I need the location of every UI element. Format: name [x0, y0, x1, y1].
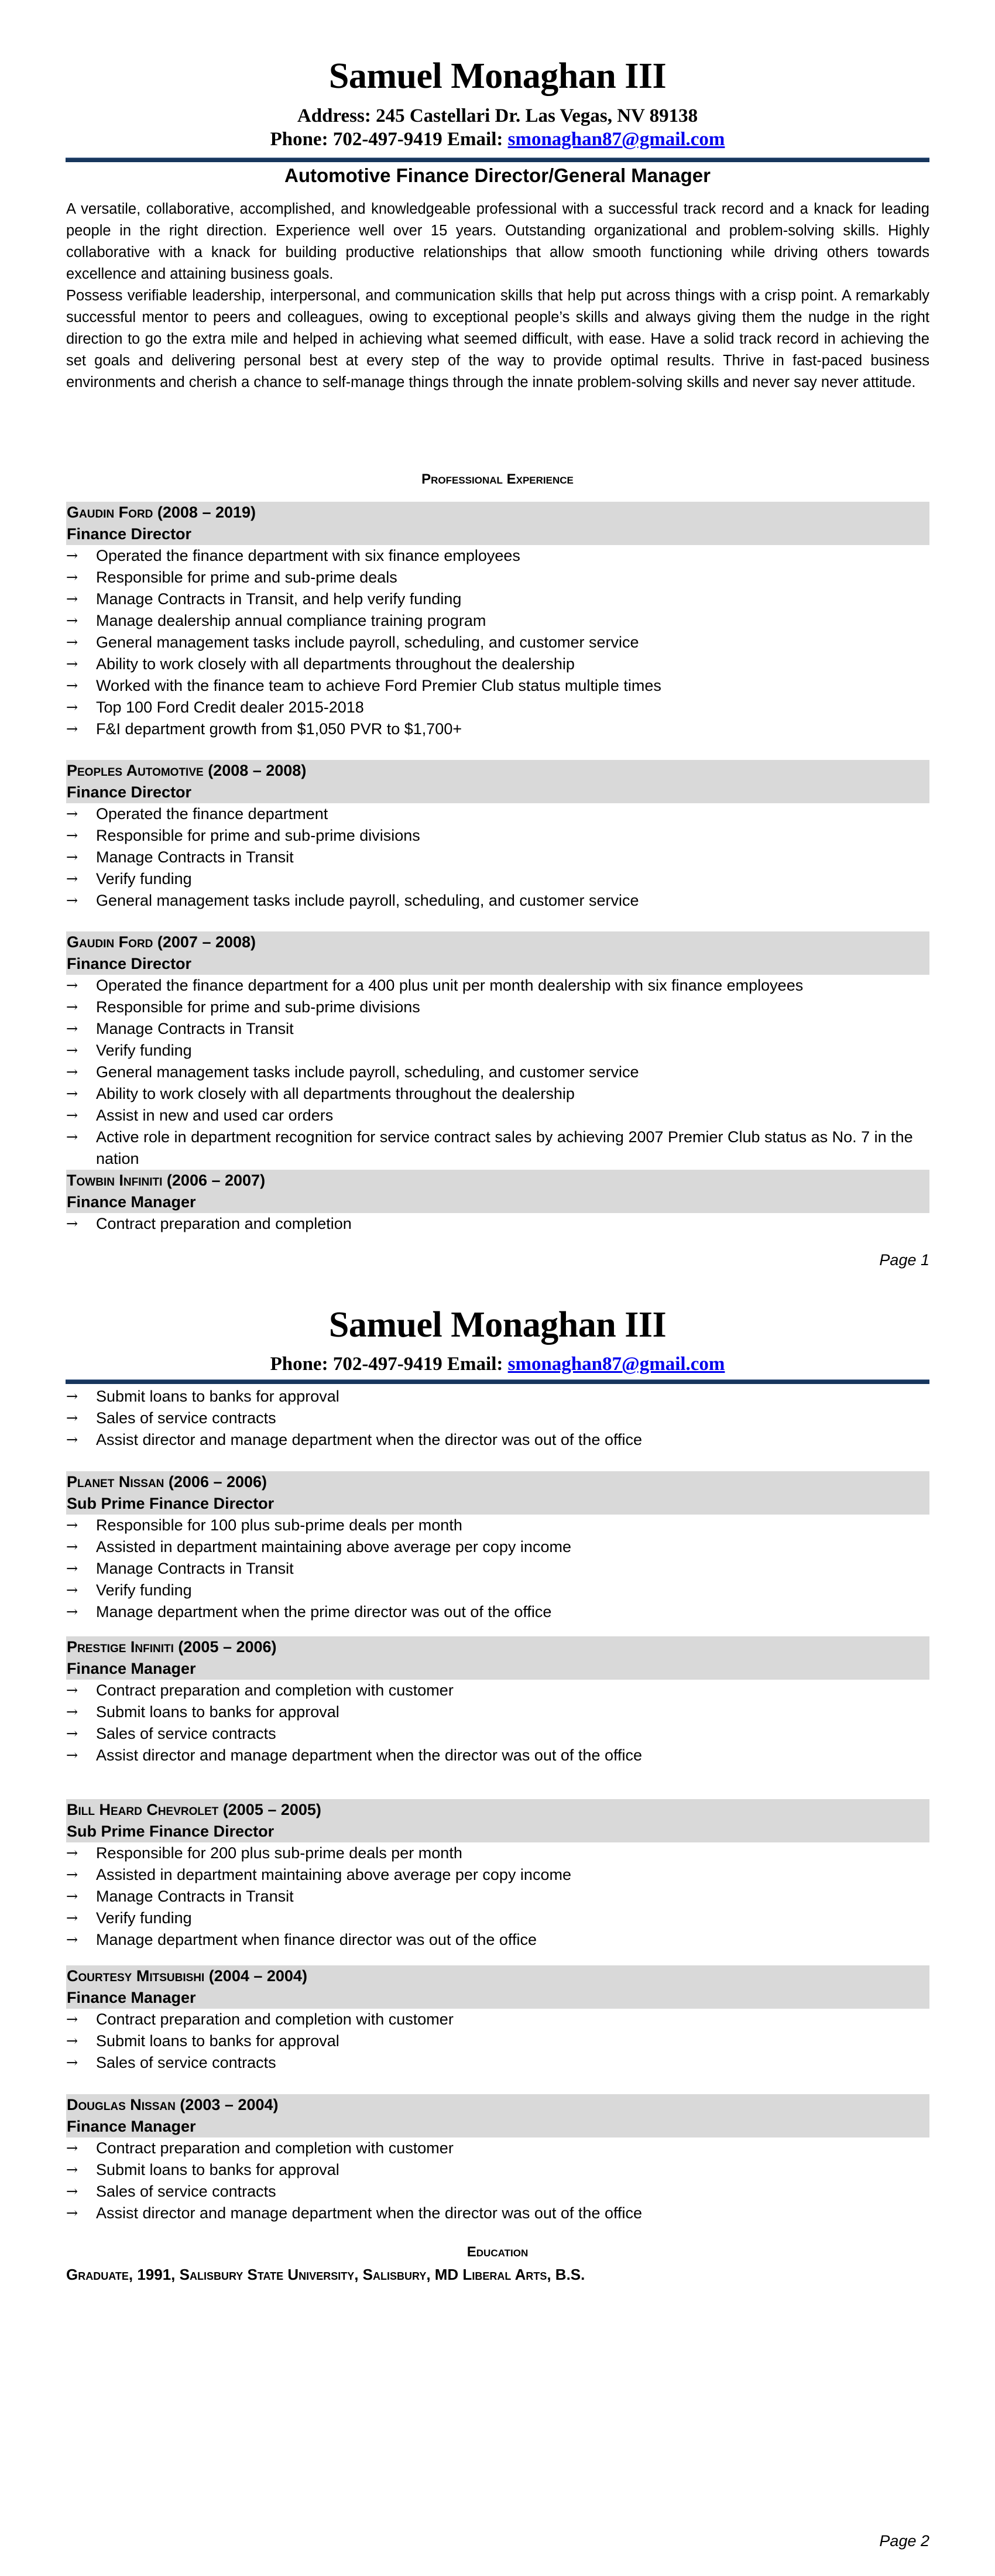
arrow-right-icon: →: [66, 547, 78, 564]
job-title: Finance Manager: [67, 1660, 196, 1677]
email-link[interactable]: smonaghan87@gmail.com: [507, 129, 725, 150]
phone-label: Phone: 702-497-9419 Email:: [270, 1354, 508, 1375]
arrow-right-icon: →: [66, 977, 78, 994]
arrow-right-icon: →: [66, 2161, 78, 2178]
list-item: → General management tasks include payroll, scheduling, and customer service: [66, 890, 929, 912]
job-header: [66, 1965, 929, 2009]
job-entry: [66, 1471, 929, 1623]
list-item: → Sales of service contracts: [66, 1723, 929, 1745]
arrow-right-icon: →: [66, 1129, 78, 1145]
list-item: → Assist director and manage department when the director was out of the office: [66, 2202, 929, 2224]
list-item: → Assisted in department maintaining above average per copy income: [66, 1536, 929, 1558]
arrow-right-icon: →: [66, 677, 78, 694]
list-item: → Operated the finance department with six finance employees: [66, 545, 929, 567]
list-item: → Operated the finance department: [66, 803, 929, 825]
list-item: → Manage Contracts in Transit: [66, 1886, 929, 1907]
job-title: Finance Manager: [67, 1989, 196, 2006]
job-header: [66, 502, 929, 545]
arrow-right-icon: →: [66, 2054, 78, 2071]
list-item: → Contract preparation and completion with customer: [66, 1680, 929, 1701]
section-heading-experience: Professional Experience: [421, 471, 574, 487]
arrow-right-icon: →: [66, 2033, 78, 2049]
list-item: → Contract preparation and completion with customer: [66, 2137, 929, 2159]
arrow-right-icon: →: [66, 1910, 78, 1926]
arrow-right-icon: →: [66, 569, 78, 585]
list-item: → Worked with the finance team to achieve Ford Premier Club status multiple times: [66, 675, 929, 697]
section-heading-education: Education: [466, 2244, 529, 2260]
arrow-right-icon: →: [66, 1431, 78, 1448]
list-item: → General management tasks include payroll, scheduling, and customer service: [66, 632, 929, 653]
list-item: → Sales of service contracts: [66, 1407, 929, 1429]
job-dates: (2008 – 2008): [203, 762, 307, 779]
job-entry: [66, 931, 929, 1235]
arrow-right-icon: →: [66, 1866, 78, 1883]
arrow-right-icon: →: [66, 1747, 78, 1763]
job-dates: (2005 – 2006): [173, 1638, 277, 1656]
arrow-right-icon: →: [66, 1517, 78, 1533]
arrow-right-icon: →: [66, 2011, 78, 2027]
list-item: → Responsible for prime and sub-prime divisions: [66, 825, 929, 847]
list-item: → Assist in new and used car orders: [66, 1105, 929, 1126]
arrow-right-icon: →: [66, 591, 78, 607]
list-item: → Contract preparation and completion: [66, 1213, 929, 1235]
arrow-right-icon: →: [66, 1085, 78, 1102]
job-header: [66, 1636, 929, 1680]
job-bullets: [66, 803, 929, 912]
resume-name: Samuel Monaghan III: [328, 1305, 667, 1345]
list-item: → Submit loans to banks for approval: [66, 1386, 929, 1407]
list-item: → Responsible for prime and sub-prime divisions: [66, 996, 929, 1018]
list-item: → Submit loans to banks for approval: [66, 2030, 929, 2052]
arrow-right-icon: →: [66, 1725, 78, 1742]
job-bullets: [66, 1213, 929, 1235]
job-bullets: [66, 545, 929, 740]
company-name: Prestige Infiniti: [67, 1638, 174, 1656]
arrow-right-icon: →: [66, 1020, 78, 1037]
arrow-right-icon: →: [66, 871, 78, 887]
arrow-right-icon: →: [66, 634, 78, 650]
summary-paragraph-1: A versatile, collaborative, accomplished, and knowledgeable professional with a successful track record and a knack for leading people in the right direction. Experience well over 15 years. Outstanding organizational and problem-solving skills. Highly collaborative with a knack for building productive relationships that allow smooth functioning while driving others towards excellence and attaining business goals.: [66, 201, 929, 282]
job-header: [66, 931, 929, 975]
list-item: → Verify funding: [66, 868, 929, 890]
job-bullets: [66, 975, 929, 1170]
arrow-right-icon: →: [66, 1931, 78, 1948]
job-header: [66, 1170, 929, 1213]
arrow-right-icon: →: [66, 2183, 78, 2200]
arrow-right-icon: →: [66, 849, 78, 865]
email-link[interactable]: smonaghan87@gmail.com: [507, 1354, 725, 1375]
list-item: → Responsible for prime and sub-prime deals: [66, 567, 929, 588]
job-dates: (2007 – 2008): [153, 933, 256, 951]
list-item: → Sales of service contracts: [66, 2052, 929, 2074]
list-item: → Manage department when the prime director was out of the office: [66, 1601, 929, 1623]
arrow-right-icon: →: [66, 1704, 78, 1720]
job-entry: [66, 1799, 929, 1951]
arrow-right-icon: →: [66, 2205, 78, 2221]
list-item: → Verify funding: [66, 1580, 929, 1601]
list-item: → Ability to work closely with all departments throughout the dealership: [66, 1083, 929, 1105]
arrow-right-icon: →: [66, 2140, 78, 2156]
list-item: → Ability to work closely with all departments throughout the dealership: [66, 653, 929, 675]
list-item: → Contract preparation and completion with customer: [66, 2009, 929, 2030]
job-entry: [66, 760, 929, 912]
contact-line: [0, 128, 995, 151]
arrow-right-icon: →: [66, 1042, 78, 1059]
headline: Automotive Finance Director/General Manager: [284, 165, 711, 186]
list-item: → Manage Contracts in Transit: [66, 847, 929, 868]
arrow-right-icon: →: [66, 1888, 78, 1904]
arrow-right-icon: →: [66, 721, 78, 737]
list-item: → F&I department growth from $1,050 PVR to $1,700+: [66, 718, 929, 740]
list-item: → Manage Contracts in Transit: [66, 1558, 929, 1580]
list-item: → General management tasks include payroll, scheduling, and customer service: [66, 1061, 929, 1083]
job-bullets: [66, 1386, 929, 1451]
company-name: Gaudin Ford: [67, 933, 153, 951]
job-bullets: [66, 1842, 929, 1951]
arrow-right-icon: →: [66, 1539, 78, 1555]
header-rule: [66, 157, 929, 162]
arrow-right-icon: →: [66, 1064, 78, 1080]
job-header: [66, 1799, 929, 1842]
arrow-right-icon: →: [66, 1215, 78, 1232]
header-rule: [66, 1379, 929, 1384]
job-bullets: [66, 1515, 929, 1623]
list-item: → Submit loans to banks for approval: [66, 1701, 929, 1723]
page-number: Page 1: [879, 1251, 929, 1269]
arrow-right-icon: →: [66, 656, 78, 672]
list-item: → Manage Contracts in Transit, and help verify funding: [66, 588, 929, 610]
resume-name: Samuel Monaghan III: [328, 56, 667, 96]
list-item: → Submit loans to banks for approval: [66, 2159, 929, 2181]
arrow-right-icon: →: [66, 827, 78, 844]
job-dates: (2008 – 2019): [153, 503, 256, 521]
list-item: → Verify funding: [66, 1040, 929, 1061]
education-entry: Graduate, 1991, Salisbury State University, Salisbury, MD Liberal Arts, B.S.: [66, 2266, 585, 2283]
job-bullets: [66, 2137, 929, 2224]
job-dates: (2005 – 2005): [218, 1801, 321, 1818]
list-item: → Top 100 Ford Credit dealer 2015-2018: [66, 697, 929, 718]
list-item: → Manage department when finance director was out of the office: [66, 1929, 929, 1951]
summary: [66, 198, 929, 393]
arrow-right-icon: →: [66, 1845, 78, 1861]
job-dates: (2004 – 2004): [204, 1967, 307, 1985]
job-title: Finance Director: [67, 955, 192, 972]
job-title: Sub Prime Finance Director: [67, 1823, 275, 1840]
list-item: → Verify funding: [66, 1907, 929, 1929]
job-header: [66, 2094, 929, 2137]
job-bullets: [66, 1680, 929, 1766]
job-entry: [66, 1636, 929, 1766]
arrow-right-icon: →: [66, 1582, 78, 1598]
page-number: Page 2: [879, 2532, 929, 2550]
list-item: → Responsible for 100 plus sub-prime deals per month: [66, 1515, 929, 1536]
job-dates: (2003 – 2004): [175, 2096, 279, 2113]
job-title: Finance Director: [67, 525, 192, 543]
job-entry: [66, 1965, 929, 2074]
address-line: Address: 245 Castellari Dr. Las Vegas, NV 89138: [297, 105, 698, 126]
job-dates: (2006 – 2007): [162, 1171, 266, 1189]
company-name: Gaudin Ford: [67, 503, 153, 521]
job-title: Finance Manager: [67, 1193, 196, 1211]
job-entry: [66, 2094, 929, 2224]
list-item: → Operated the finance department for a 400 plus unit per month dealership with six finance employees: [66, 975, 929, 996]
list-item: → Manage dealership annual compliance training program: [66, 610, 929, 632]
arrow-right-icon: →: [66, 1682, 78, 1698]
job-title: Finance Manager: [67, 2118, 196, 2135]
list-item: → Assist director and manage department when the director was out of the office: [66, 1429, 929, 1451]
job-bullets: [66, 2009, 929, 2074]
list-item: → Assisted in department maintaining above average per copy income: [66, 1864, 929, 1886]
list-item: → Manage Contracts in Transit: [66, 1018, 929, 1040]
list-item: → Active role in department recognition for service contract sales by achieving 2007 Premier Club status as No. 7 in the nation: [66, 1126, 929, 1170]
company-name: Bill Heard Chevrolet: [67, 1801, 219, 1818]
arrow-right-icon: →: [66, 699, 78, 715]
company-name: Planet Nissan: [67, 1473, 164, 1491]
arrow-right-icon: →: [66, 999, 78, 1015]
company-name: Towbin Infiniti: [67, 1171, 163, 1189]
arrow-right-icon: →: [66, 892, 78, 909]
contact-line: [0, 1352, 995, 1376]
summary-paragraph-2: Possess verifiable leadership, interpersonal, and communication skills that help put across things with a crisp point. A remarkably successful mentor to peers and colleagues, owing to exceptional people’s skills and always giving them the nudge in the right direction to go the extra mile and helped in achieving what seemed difficult, with ease. Have a solid track record in achieving the set goals and delivering personal best at every step of the way to provide optimal results. Thrive in fast-paced business environments and cherish a chance to self-manage things through the innate problem-solving skills and never say never attitude.: [66, 287, 929, 390]
list-item: → Responsible for 200 plus sub-prime deals per month: [66, 1842, 929, 1864]
arrow-right-icon: →: [66, 1388, 78, 1405]
job-header: [66, 760, 929, 803]
job-entry-continued: [66, 1386, 929, 1451]
job-title: Finance Director: [67, 783, 192, 801]
job-title: Sub Prime Finance Director: [67, 1495, 275, 1512]
arrow-right-icon: →: [66, 806, 78, 822]
list-item: → Sales of service contracts: [66, 2181, 929, 2202]
company-name: Douglas Nissan: [67, 2096, 176, 2113]
list-item: → Assist director and manage department when the director was out of the office: [66, 1745, 929, 1766]
company-name: Peoples Automotive: [67, 762, 204, 779]
arrow-right-icon: →: [66, 1410, 78, 1426]
arrow-right-icon: →: [66, 1560, 78, 1577]
job-dates: (2006 – 2006): [164, 1473, 267, 1491]
arrow-right-icon: →: [66, 1604, 78, 1620]
arrow-right-icon: →: [66, 612, 78, 629]
job-header: [66, 1471, 929, 1515]
company-name: Courtesy Mitsubishi: [67, 1967, 205, 1985]
job-entry: [66, 502, 929, 740]
arrow-right-icon: →: [66, 1107, 78, 1123]
phone-label: Phone: 702-497-9419 Email:: [270, 129, 508, 150]
